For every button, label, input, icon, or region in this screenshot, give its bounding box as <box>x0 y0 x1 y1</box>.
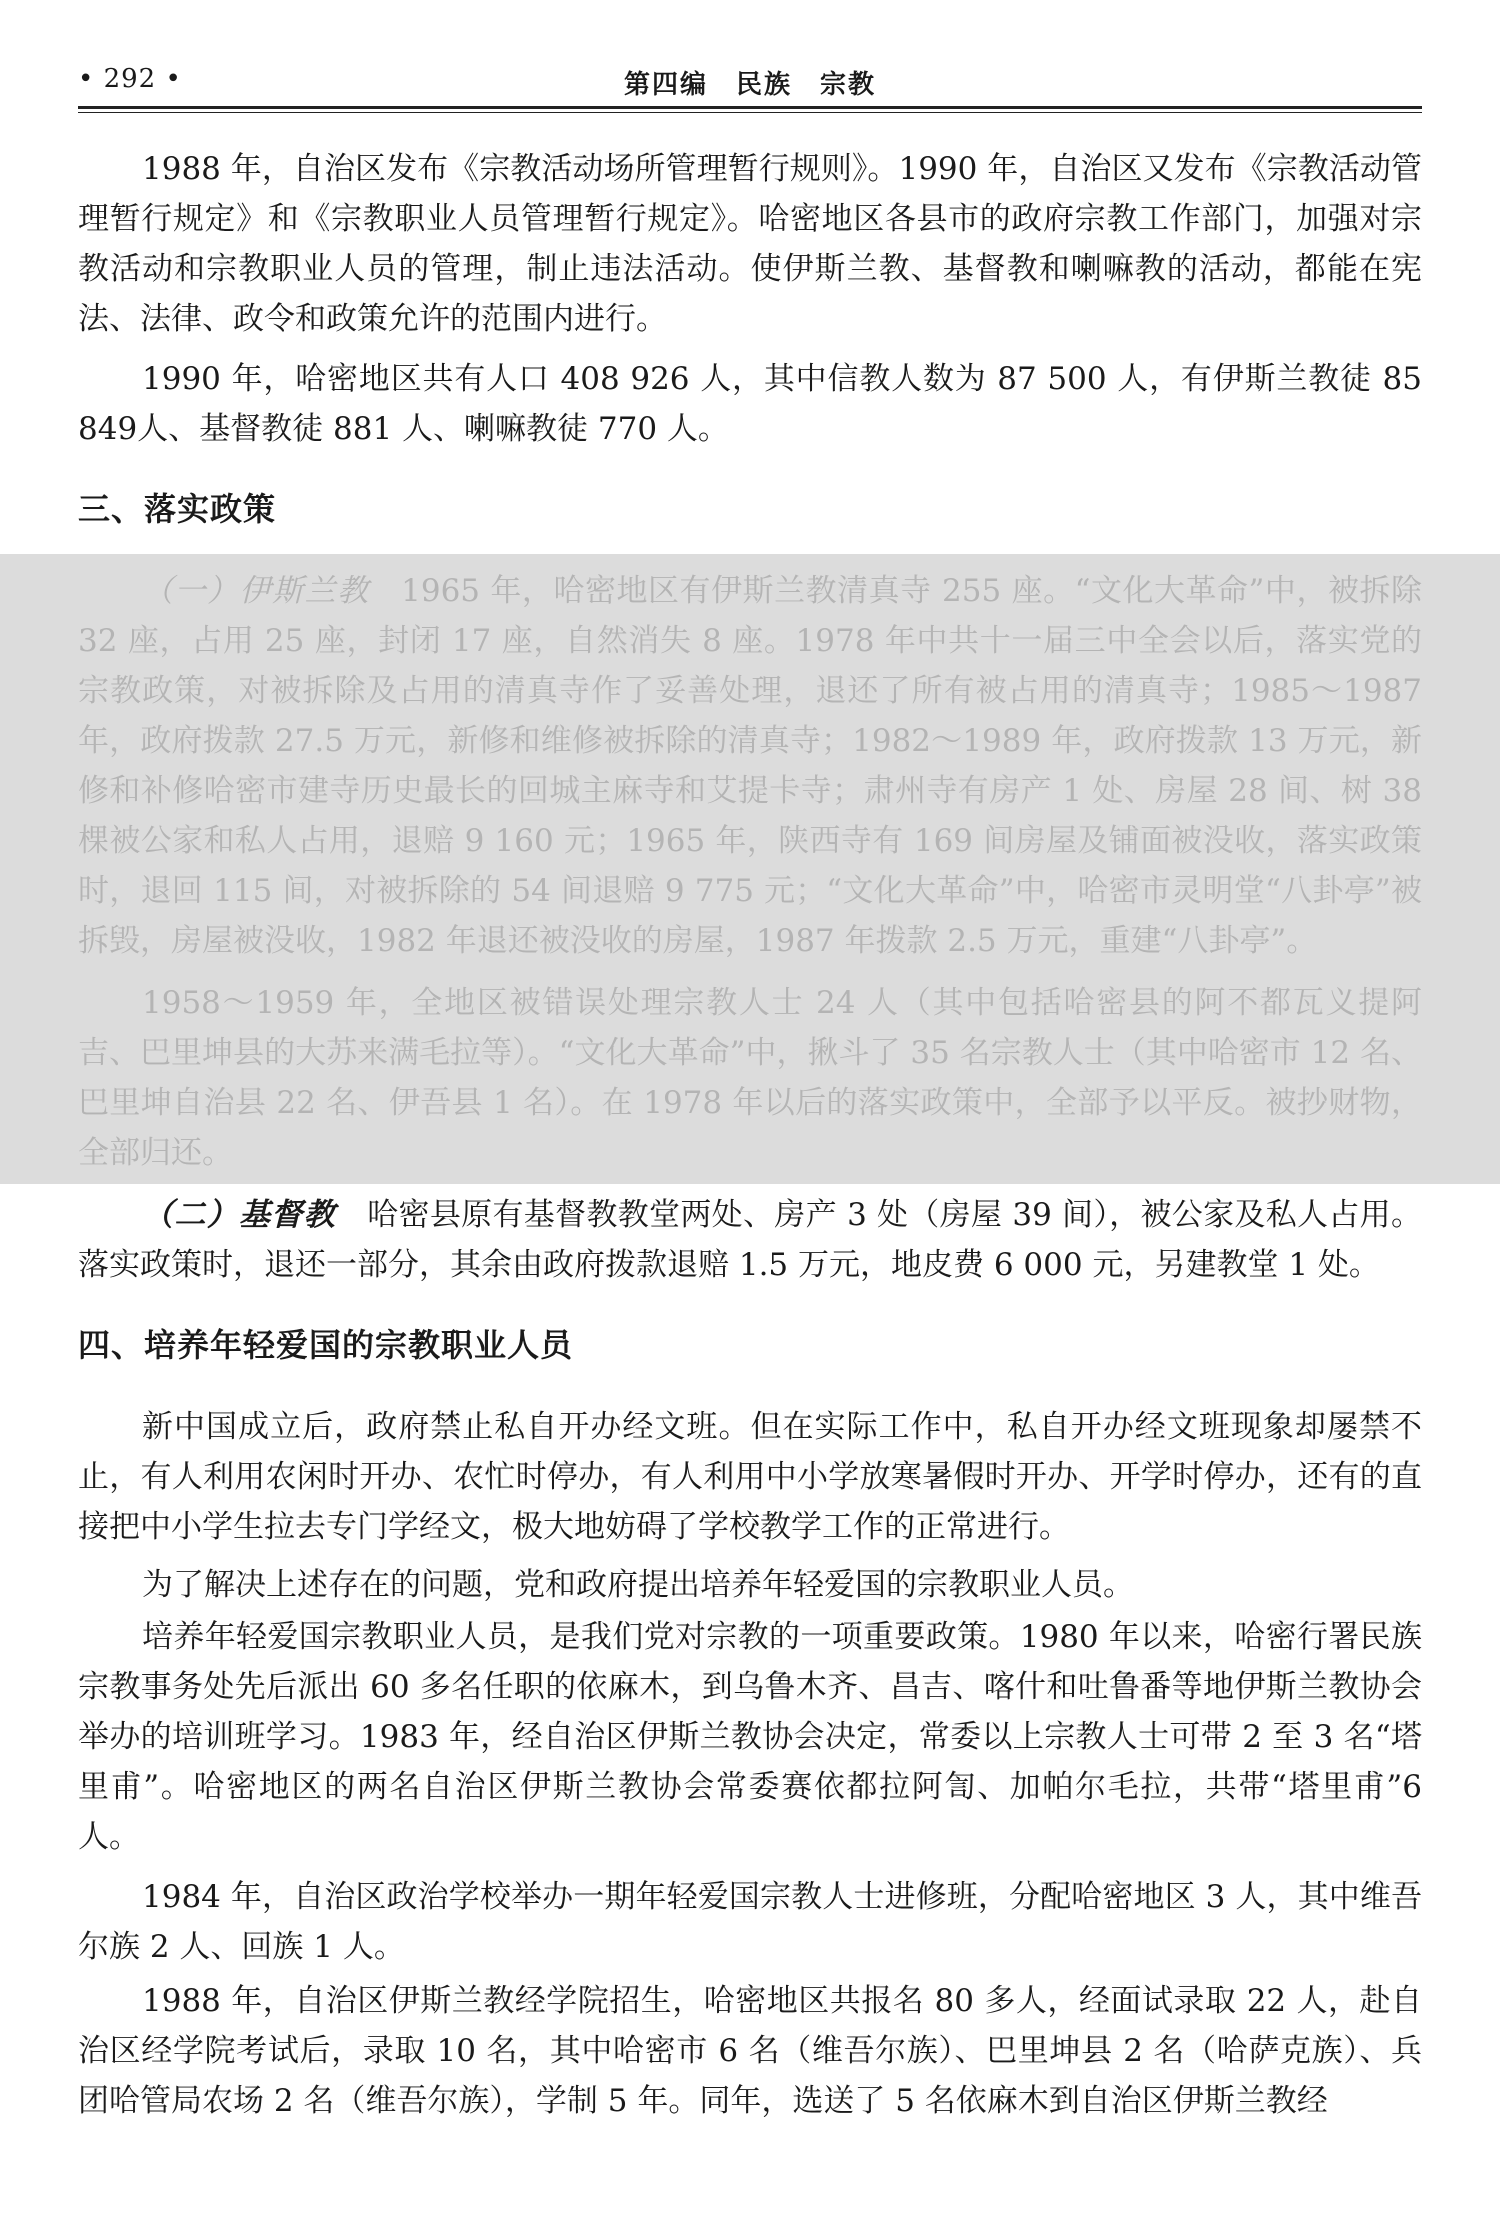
paragraph-christianity <box>78 1190 1422 1290</box>
christianity-text: 哈密县原有基督教教堂两处、房产 3 处（房屋 39 间），被公家及私人占用。落实政策时，退还一部分，其余由政府拨款退赔 1.5 万元，地皮费 6 000 元，另建教堂 1 处。 <box>78 1197 1422 1283</box>
islam-text: 1965 年，哈密地区有伊斯兰教清真寺 255 座。“文化大革命”中，被拆除 32 座，占用 25 座，封闭 17 座，自然消失 8 座。1978 年中共十一届三中全会以后，落实党的宗教政策，对被拆除及占用的清真寺作了妥善处理，退还了所有被占用的清真寺；1985～1987 年，政府拨款 27.5 万元，新修和维修被拆除的清真寺；1982～1989 年，政府拨款 13 万元，新修和补修哈密市建寺历史最长的回城主麻寺和艾提卡寺；肃州寺有房产 1 处、房屋 28 间、树 38 棵被公家和私人占用，退赔 9 160 元；1965 年，陕西寺有 169 间房屋及铺面被没收，落实政策时，退回 115 间，对被拆除的 54 间退赔 9 775 元；“文化大革命”中，哈密市灵明堂“八卦亭”被拆毁，房屋被没收，1982 年退还被没收的房屋，1987 年拨款 2.5 万元，重建“八卦亭”。 <box>78 573 1422 959</box>
paragraph-regulations: 1988 年，自治区发布《宗教活动场所管理暂行规则》。1990 年，自治区又发布《宗教活动管理暂行规定》和《宗教职业人员管理暂行规定》。哈密地区各县市的政府宗教工作部门，加强对宗教活动和宗教职业人员的管理，制止违法活动。使伊斯兰教、基督教和喇嘛教的活动，都能在宪法、法律、政令和政策允许的范围内进行。 <box>78 151 1422 337</box>
paragraph-1988-admission: 1988 年，自治区伊斯兰教经学院招生，哈密地区共报名 80 多人，经面试录取 22 人，赴自治区经学院考试后，录取 10 名，其中哈密市 6 名（维吾尔族）、巴里坤县 2 名（哈萨克族）、兵团哈管局农场 2 名（维吾尔族），学制 5 年。同年，选送了 5 名依麻木到自治区伊斯兰教经 <box>78 1983 1422 2119</box>
paragraph-islam <box>78 566 1422 966</box>
subheading-christianity: （二）基督教 <box>142 1197 336 1233</box>
section-heading-training: 四、培养年轻爱国的宗教职业人员 <box>78 1326 574 1364</box>
paragraph-training-policy: 培养年轻爱国宗教职业人员，是我们党对宗教的一项重要政策。1980 年以来，哈密行署民族宗教事务处先后派出 60 多名任职的依麻木，到乌鲁木齐、昌吉、喀什和吐鲁番等地伊斯兰教协会举办的培训班学习。1983 年，经自治区伊斯兰教协会决定，常委以上宗教人士可带 2 至 3 名“塔里甫”。哈密地区的两名自治区伊斯兰教协会常委赛依都拉阿訇、加帕尔毛拉，共带“塔里甫”6 人。 <box>78 1619 1422 1855</box>
header-rule <box>78 106 1422 109</box>
page-header <box>78 58 1422 106</box>
paragraph-rehabilitation: 1958～1959 年，全地区被错误处理宗教人士 24 人（其中包括哈密县的阿不都瓦义提阿吉、巴里坤县的大苏来满毛拉等）。“文化大革命”中，揪斗了 35 名宗教人士（其中哈密市 12 名、巴里坤自治县 22 名、伊吾县 1 名）。在 1978 年以后的落实政策中，全部予以平反。被抄财物，全部归还。 <box>78 985 1422 1171</box>
paragraph-scripture-classes: 新中国成立后，政府禁止私自开办经文班。但在实际工作中，私自开办经文班现象却屡禁不止，有人利用农闲时开办、农忙时停办，有人利用中小学放寒暑假时开办、开学时停办，还有的直接把中小学生拉去专门学经文，极大地妨碍了学校教学工作的正常进行。 <box>78 1409 1422 1545</box>
paragraph-population: 1990 年，哈密地区共有人口 408 926 人，其中信教人数为 87 500 人，有伊斯兰教徒 85 849人、基督教徒 881 人、喇嘛教徒 770 人。 <box>78 361 1422 447</box>
page-number: • 292 • <box>78 64 182 94</box>
section-heading-policy: 三、落实政策 <box>78 490 277 528</box>
subheading-islam: （一）伊斯兰教 <box>142 573 370 609</box>
running-title: 第四编 民族 宗教 <box>623 70 876 100</box>
header-rule-thin <box>78 112 1422 113</box>
paragraph-1984-class: 1984 年，自治区政治学校举办一期年轻爱国宗教人士进修班，分配哈密地区 3 人，其中维吾尔族 2 人、回族 1 人。 <box>78 1879 1422 1965</box>
paragraph-solution: 为了解决上述存在的问题，党和政府提出培养年轻爱国的宗教职业人员。 <box>142 1567 1134 1603</box>
